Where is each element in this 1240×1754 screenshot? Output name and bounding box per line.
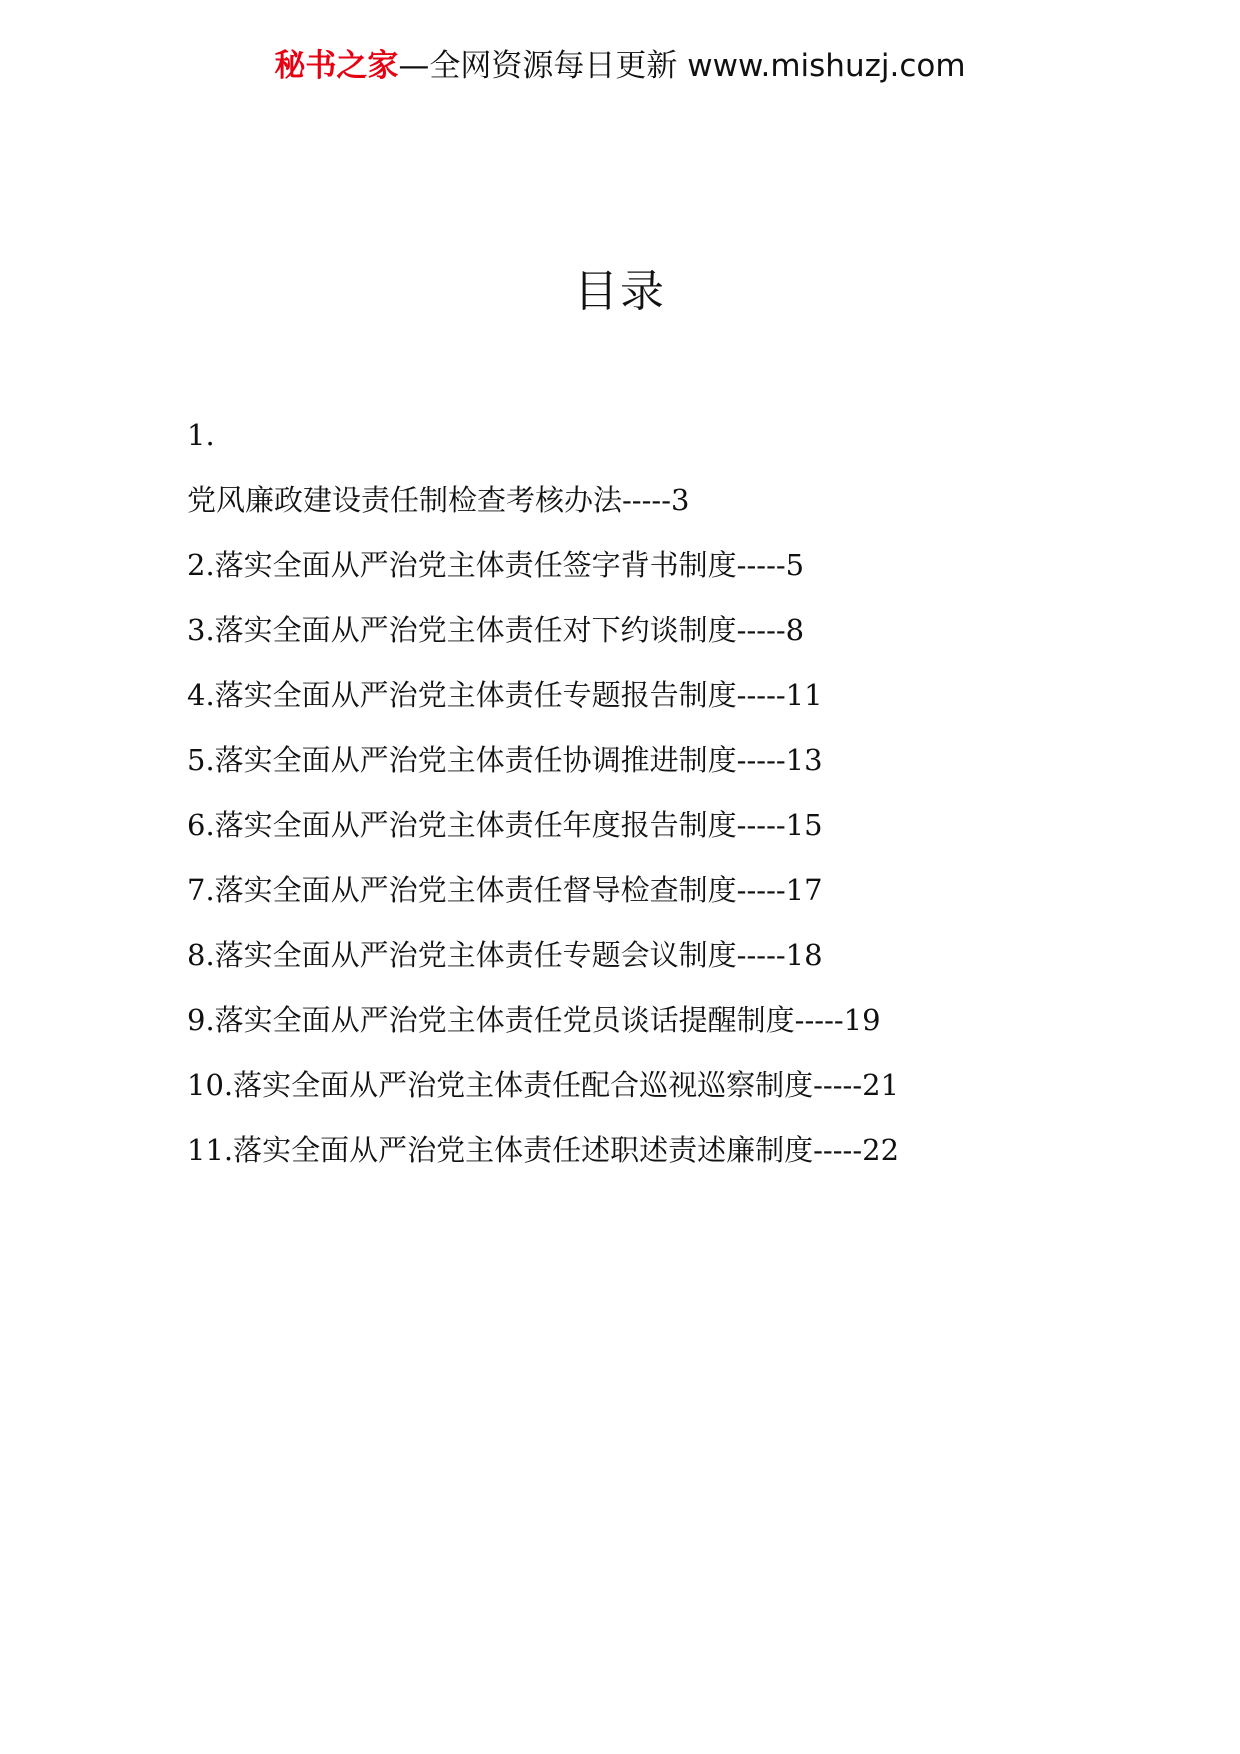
page-header — [0, 44, 1240, 88]
toc-entry-5: 5.落实全面从严治党主体责任协调推进制度-----13 — [187, 743, 823, 777]
toc-entry-1-number: 1. — [187, 418, 215, 452]
toc-entry-10: 10.落实全面从严治党主体责任配合巡视巡察制度-----21 — [187, 1068, 900, 1102]
toc-entry-4: 4.落实全面从严治党主体责任专题报告制度-----11 — [187, 678, 823, 712]
page-title: 目录 — [574, 266, 666, 317]
toc-entry-9: 9.落实全面从严治党主体责任党员谈话提醒制度-----19 — [187, 1003, 881, 1037]
toc-entry-2: 2.落实全面从严治党主体责任签字背书制度-----5 — [187, 548, 805, 582]
toc-entry-7: 7.落实全面从严治党主体责任督导检查制度-----17 — [187, 873, 823, 907]
toc-entry-3: 3.落实全面从严治党主体责任对下约谈制度-----8 — [187, 613, 805, 647]
brand-name: 秘书之家 — [274, 48, 399, 84]
header-tagline: —全网资源每日更新 www.mishuzj.com — [398, 48, 966, 84]
table-of-contents — [187, 403, 1197, 1183]
toc-entry-11: 11.落实全面从严治党主体责任述职述责述廉制度-----22 — [187, 1133, 900, 1167]
toc-entry-1-title: 党风廉政建设责任制检查考核办法-----3 — [187, 483, 690, 517]
toc-entry-8: 8.落实全面从严治党主体责任专题会议制度-----18 — [187, 938, 823, 972]
toc-entry-6: 6.落实全面从严治党主体责任年度报告制度-----15 — [187, 808, 823, 842]
